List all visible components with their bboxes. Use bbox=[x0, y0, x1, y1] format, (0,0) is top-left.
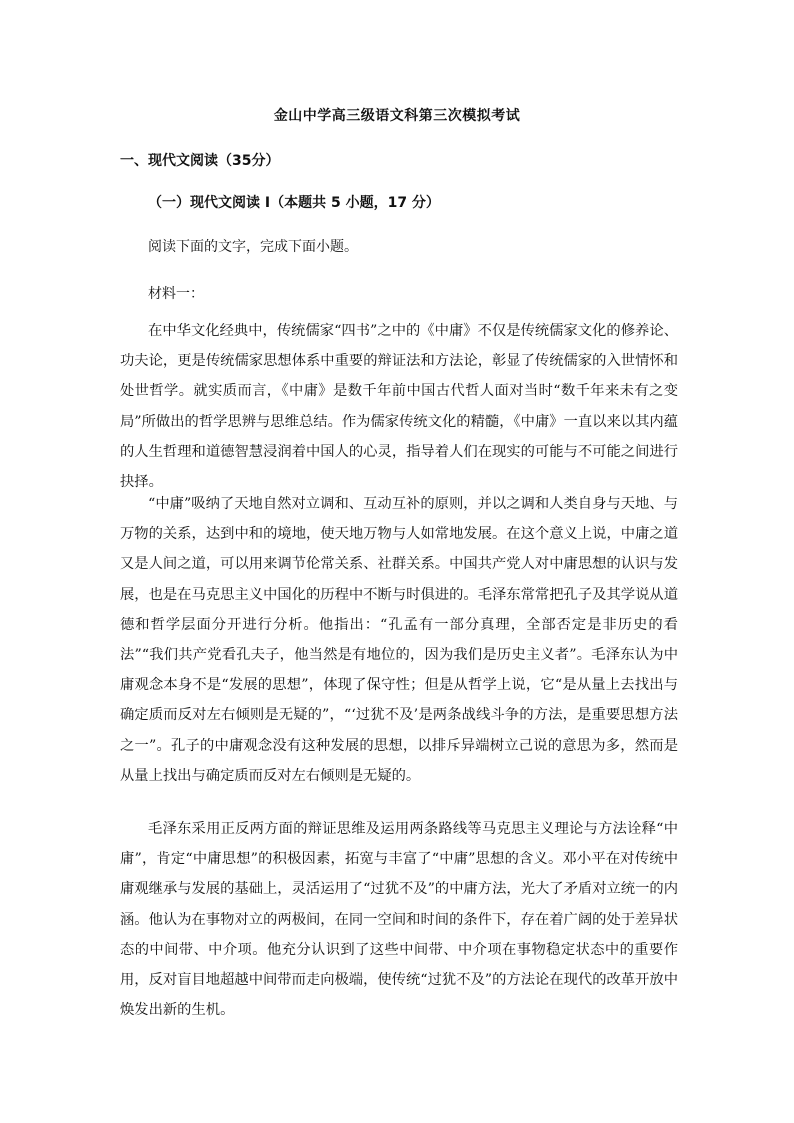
page-title: 金山中学高三级语文科第三次模拟考试 bbox=[273, 108, 521, 124]
body-paragraph: “中庸”吸纳了天地自然对立调和、互动互补的原则，并以之调和人类自身与天地、与万物的关系，达到中和的境地，使天地万物与人如常地发展。在这个意义上说，中庸之道又是人间之道，可以用来调节伦常关系、社群关系。中国共产党人对中庸思想的认识与发展，也是在马克思主义中国化的历程中不断与时俱进的。毛泽东常常把孔子及其学说从道德和哲学层面分开进行分析。他指出：“孔孟有一部分真理，全部否定是非历史的看法”“我们共产党看孔夫子，他当然是有地位的，因为我们是历史主义者”。毛泽东认为中庸观念本身不是“发展的思想”，体现了保守性；但是从哲学上说，它“是从量上去找出与确定质而反对左右倾则是无疑的”，“‘过犹不及’是两条战线斗争的方法，是重要思想方法之一”。孔子的中庸观念没有这种发展的思想，以排斥异端树立己说的意思为多，然而是从量上找出与确定质而反对左右倾则是无疑的。 bbox=[120, 496, 678, 784]
section-heading: 一、现代文阅读（35分） bbox=[120, 153, 280, 169]
subsection-heading: （一）现代文阅读 I（本题共 5 小题，17 分） bbox=[148, 195, 440, 211]
material-label: 材料一： bbox=[148, 286, 204, 302]
body-paragraph: 在中华文化经典中，传统儒家“四书”之中的《中庸》不仅是传统儒家文化的修养论、功夫论，更是传统儒家思想体系中重要的辩证法和方法论，彰显了传统儒家的入世情怀和处世哲学。就实质而言，《中庸》是数千年前中国古代哲人面对当时“数千年来未有之变局”所做出的哲学思辨与思维总结。作为儒家传统文化的精髓，《中庸》一直以来以其内蕴的人生哲理和道德智慧浸润着中国人的心灵，指导着人们在现实的可能与不可能之间进行抉择。 bbox=[120, 323, 678, 491]
body-paragraph: 毛泽东采用正反两方面的辩证思维及运用两条路线等马克思主义理论与方法诠释“中庸”，肯定“中庸思想”的积极因素，拓宽与丰富了“中庸”思想的含义。邓小平在对传统中庸观继承与发展的基础上，灵活运用了“过犹不及”的中庸方法，光大了矛盾对立统一的内涵。他认为在事物对立的两极间，在同一空间和时间的条件下，存在着广阔的处于差异状态的中间带、中介项。他充分认识到了这些中间带、中介项在事物稳定状态中的重要作用，反对盲目地超越中间带而走向极端，使传统“过犹不及”的方法论在现代的改革开放中焕发出新的生机。 bbox=[120, 821, 678, 1019]
reading-instruction: 阅读下面的文字，完成下面小题。 bbox=[148, 239, 358, 255]
